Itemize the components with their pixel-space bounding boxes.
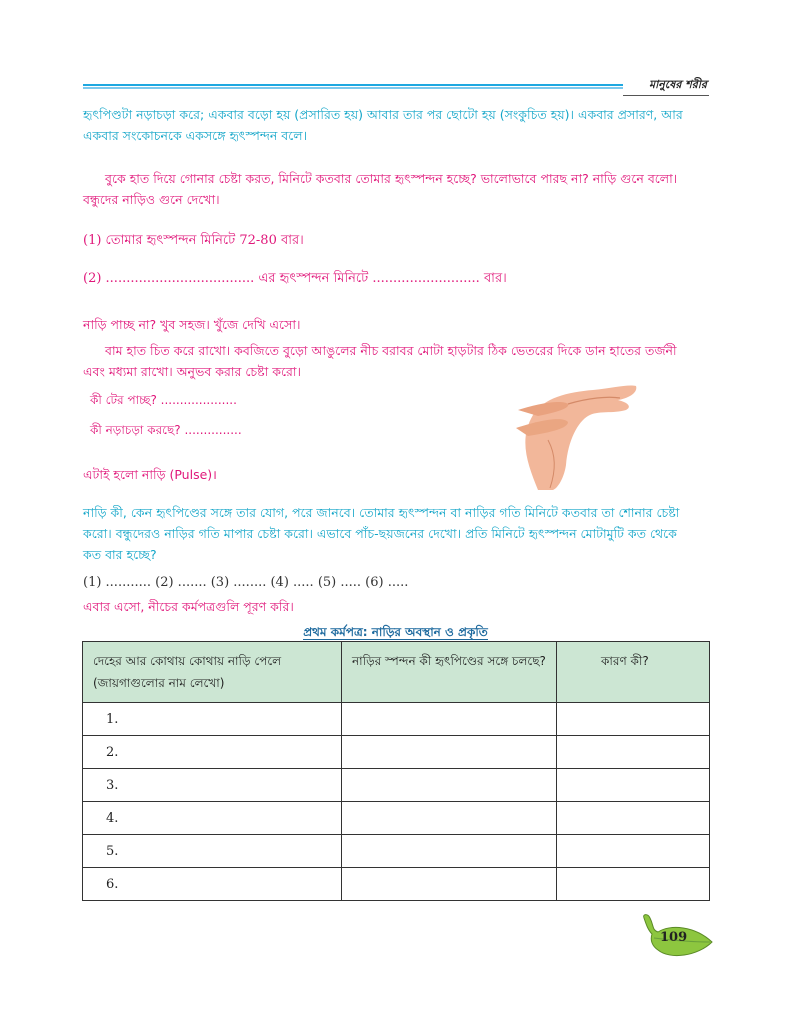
pulse-definition: এটাই হলো নাড়ি (Pulse)। [83, 467, 217, 482]
table-row [83, 868, 710, 901]
empty-cell[interactable] [342, 802, 557, 835]
table-row [83, 802, 710, 835]
empty-cell[interactable] [557, 802, 710, 835]
chapter-title: মানুষের শরীর [649, 78, 707, 91]
text-line: কত বার হচ্ছে? [83, 547, 157, 562]
question-what-moves: কী নড়াচড়া করছে? ............... [90, 423, 242, 437]
empty-cell[interactable] [557, 736, 710, 769]
empty-cell[interactable] [557, 703, 710, 736]
row-number: 2. [83, 736, 342, 769]
paragraph-measure-pulse [83, 502, 713, 565]
worksheet-table [82, 641, 710, 901]
table-row [83, 703, 710, 736]
table-header-row [83, 642, 710, 703]
table-row [83, 835, 710, 868]
item-own-heartbeat: (1) তোমার হৃৎস্পন্দন মিনিটে 72-80 বার। [83, 233, 304, 248]
text-line: বন্ধুদের নাড়িও গুনে দেখো। [83, 192, 220, 207]
empty-cell[interactable] [557, 835, 710, 868]
text-line: বাম হাত চিত করে রাখো। কবজিতে বুড়ো আঙুলের নীচ বরাবর মোটা হাড়টার ঠিক ভেতরের দিকে ডান হাতের তর্জনী [105, 343, 677, 358]
empty-cell[interactable] [342, 736, 557, 769]
row-number: 1. [83, 703, 342, 736]
empty-cell[interactable] [557, 769, 710, 802]
column-header-sync: নাড়ির স্পন্দন কী হৃৎপিণ্ডের সঙ্গে চলছে? [342, 642, 557, 703]
paragraph-count-heartbeat [83, 168, 713, 210]
worksheet-intro: এবার এসো, নীচের কর্মপত্রগুলি পূরণ করি। [83, 599, 294, 614]
table-row [83, 769, 710, 802]
empty-cell[interactable] [342, 868, 557, 901]
table-row [83, 736, 710, 769]
question-what-feel: কী টের পাচ্ছ? .................... [90, 393, 237, 407]
row-number: 4. [83, 802, 342, 835]
empty-cell[interactable] [342, 703, 557, 736]
text-line: করো। বন্ধুদেরও নাড়ির গতি মাপার চেষ্টা করো। এভাবে পাঁচ-ছয়জনের দেখো। প্রতি মিনিটে হৃৎস্পন্দন মোটামুটি কত থেকে [83, 526, 677, 541]
text-line: এবং মধ্যমা রাখো। অনুভব করার চেষ্টা করো। [83, 364, 302, 379]
empty-cell[interactable] [342, 769, 557, 802]
column-header-reason: কারণ কী? [557, 642, 710, 703]
row-number: 3. [83, 769, 342, 802]
empty-cell[interactable] [557, 868, 710, 901]
column-header-places: দেহের আর কোথায় কোথায় নাড়ি পেলে (জায়গাগুলোর নাম লেখো) [83, 642, 342, 703]
paragraph-find-pulse: নাড়ি পাচ্ছ না? খুব সহজ। খুঁজে দেখি এসো। [83, 317, 301, 332]
empty-cell[interactable] [342, 835, 557, 868]
row-number: 5. [83, 835, 342, 868]
header-rule [83, 84, 623, 89]
text-line: নাড়ি কী, কেন হৃৎপিণ্ডের সঙ্গে তার যোগ, পরে জানবে। তোমার হৃৎস্পন্দন বা নাড়ির গতি মিনিটে কতবার তা শোনার চেষ্টা [83, 505, 680, 520]
text-line: বুকে হাত দিয়ে গোনার চেষ্টা করত, মিনিটে কতবার তোমার হৃৎস্পন্দন হচ্ছে? ভালোভাবে পারছ না? নাড়ি গুনে বলো। [105, 171, 678, 186]
row-number: 6. [83, 868, 342, 901]
paragraph-heartbeat-definition [83, 104, 713, 146]
worksheet-caption: প্রথম কর্মপত্র: নাড়ির অবস্থান ও প্রকৃতি [303, 625, 488, 639]
text-line: হৃৎপিণ্ডটা নড়াচড়া করে; একবার বড়ো হয় (প্রসারিত হয়) আবার তার পর ছোটো হয় (সংকুচিত হয়)। একবার প্রসারণ, আর [83, 107, 683, 122]
pulse-count-blanks: (1) ........... (2) ....... (3) ........ (4) ..... (5) ..... (6) ..... [83, 575, 409, 590]
item-other-heartbeat: (2) .................................... এর হৃৎস্পন্দন মিনিটে .......................... বার। [83, 271, 507, 286]
page-number: 109 [660, 930, 688, 945]
text-line: একবার সংকোচনকে একসঙ্গে হৃৎস্পন্দন বলে। [83, 128, 308, 143]
